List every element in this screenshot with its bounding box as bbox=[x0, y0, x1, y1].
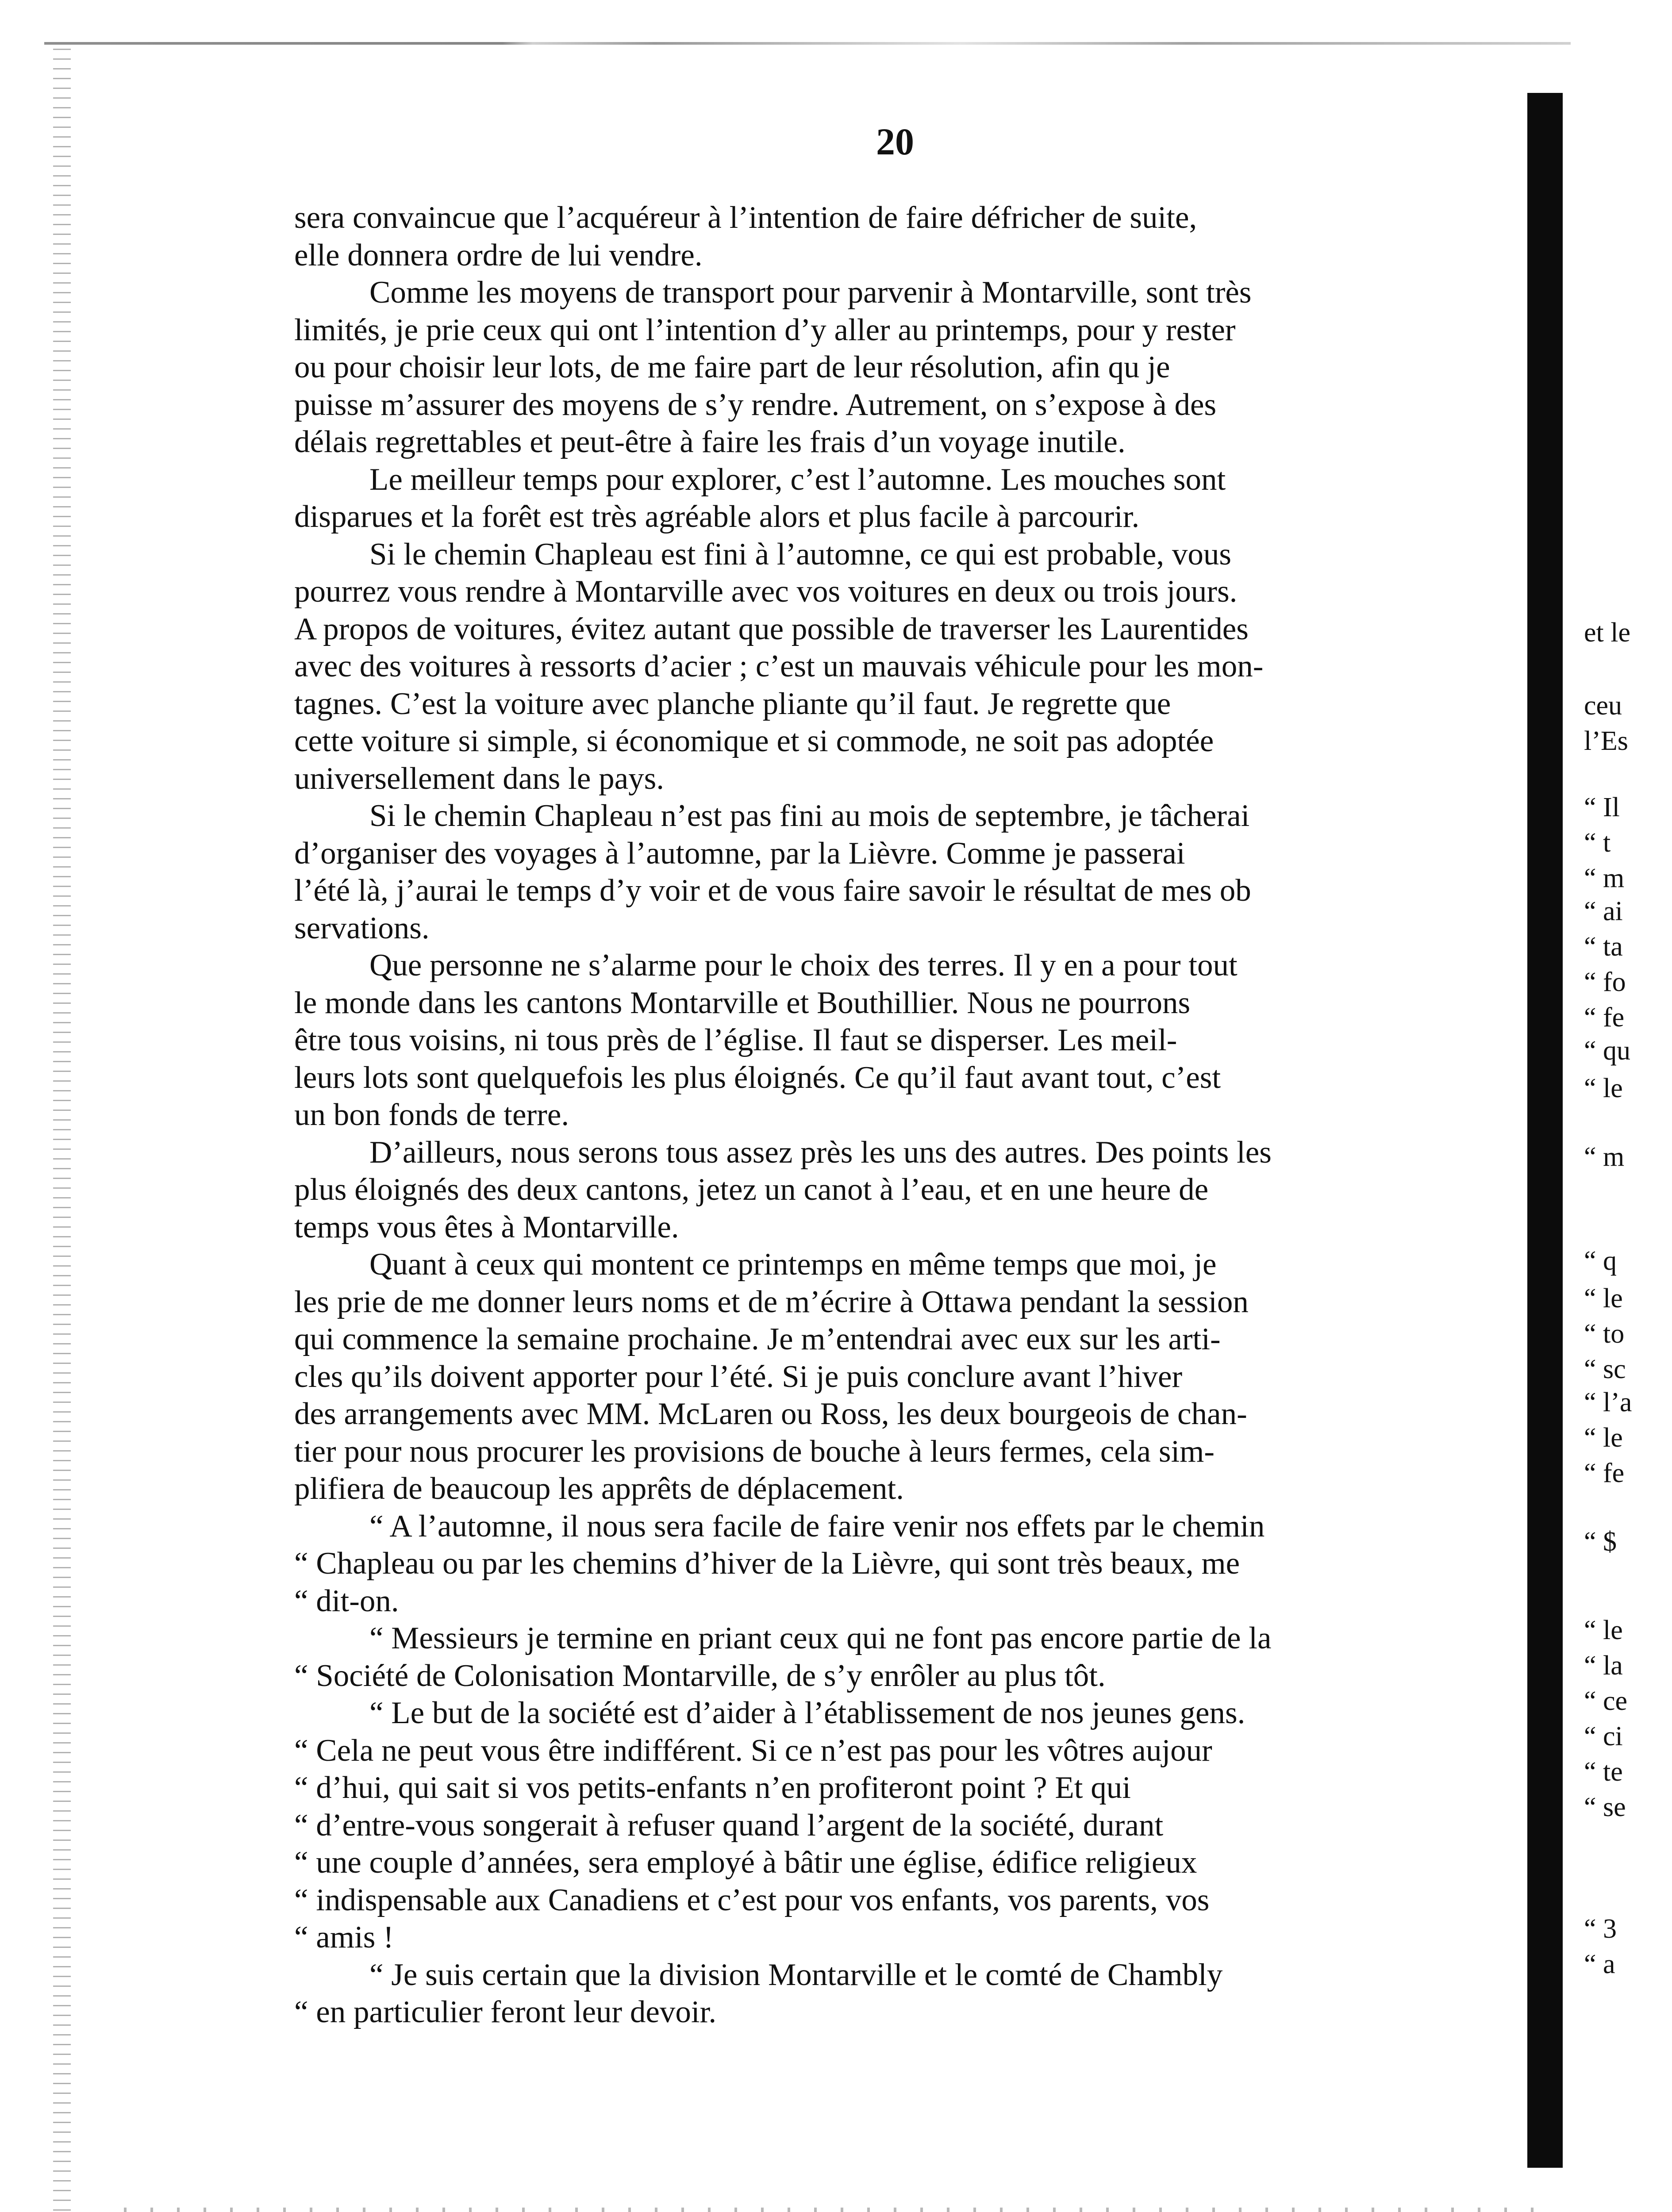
text-line: plifiera de beaucoup les apprêts de déplacement. bbox=[294, 1471, 904, 1506]
text-line: “ Société de Colonisation Montarville, de s’y enrôler au plus tôt. bbox=[294, 1658, 1106, 1693]
text-line: leurs lots sont quelquefois les plus éloignés. Ce qu’il faut avant tout, c’est bbox=[294, 1060, 1221, 1095]
text-line: des arrangements avec MM. McLaren ou Ross, les deux bourgeois de chan- bbox=[294, 1397, 1247, 1431]
adjacent-page-line: “ qu bbox=[1584, 1036, 1631, 1066]
text-line: le monde dans les cantons Montarville et Bouthillier. Nous ne pourrons bbox=[294, 985, 1191, 1020]
adjacent-page-line: “ sc bbox=[1584, 1354, 1626, 1384]
text-line: avec des voitures à ressorts d’acier ; c’est un mauvais véhicule pour les mon- bbox=[294, 649, 1264, 684]
text-line: tagnes. C’est la voiture avec planche pliante qu’il faut. Je regrette que bbox=[294, 686, 1171, 721]
text-line: tier pour nous procurer les provisions de bouche à leurs fermes, cela sim- bbox=[294, 1434, 1215, 1469]
adjacent-page-line: ceu bbox=[1584, 691, 1622, 721]
page-gutter-shadow bbox=[1527, 93, 1563, 2168]
adjacent-page-line: “ 3 bbox=[1584, 1914, 1617, 1944]
text-line: cette voiture si simple, si économique et si commode, ne soit pas adoptée bbox=[294, 724, 1214, 758]
text-line: “ une couple d’années, sera employé à bâtir une église, édifice religieux bbox=[294, 1845, 1197, 1880]
text-line: servations. bbox=[294, 910, 430, 945]
adjacent-page-line: “ le bbox=[1584, 1283, 1623, 1313]
text-line: délais regrettables et peut-être à faire les frais d’un voyage inutile. bbox=[294, 425, 1126, 459]
text-line: D’ailleurs, nous serons tous assez près les uns des autres. Des points les bbox=[369, 1135, 1272, 1170]
text-line: “ Messieurs je termine en priant ceux qui ne font pas encore partie de la bbox=[369, 1621, 1272, 1655]
adjacent-page-line: “ le bbox=[1584, 1073, 1623, 1103]
text-line: être tous voisins, ni tous près de l’église. Il faut se disperser. Les meil- bbox=[294, 1023, 1177, 1057]
text-line: Le meilleur temps pour explorer, c’est l’automne. Les mouches sont bbox=[369, 462, 1226, 497]
adjacent-page-line: “ se bbox=[1584, 1792, 1626, 1822]
text-line: plus éloignés des deux cantons, jetez un canot à l’eau, et en une heure de bbox=[294, 1172, 1209, 1207]
paragraph bbox=[294, 1956, 1493, 2031]
paragraph bbox=[294, 1694, 1493, 1956]
adjacent-page-line: “ $ bbox=[1584, 1527, 1617, 1557]
body-text bbox=[294, 199, 1493, 2031]
text-line: les prie de me donner leurs noms et de m’écrire à Ottawa pendant la session bbox=[294, 1284, 1249, 1319]
text-line: ou pour choisir leur lots, de me faire part de leur résolution, afin qu je bbox=[294, 350, 1170, 384]
paragraph bbox=[294, 199, 1493, 274]
paragraph bbox=[294, 1134, 1493, 1246]
page-number: 20 bbox=[876, 120, 914, 163]
paragraph bbox=[294, 947, 1493, 1134]
text-line: “ dit-on. bbox=[294, 1583, 399, 1618]
adjacent-page-line: “ le bbox=[1584, 1615, 1623, 1645]
adjacent-page-line: “ a bbox=[1584, 1949, 1615, 1979]
text-line: Comme les moyens de transport pour parvenir à Montarville, sont très bbox=[369, 275, 1252, 310]
adjacent-page-line: et le bbox=[1584, 618, 1630, 648]
text-line: “ d’hui, qui sait si vos petits-enfants n’en profiteront point ? Et qui bbox=[294, 1770, 1131, 1805]
adjacent-page-line: “ ta bbox=[1584, 932, 1623, 962]
paragraph bbox=[294, 461, 1493, 536]
paragraph bbox=[294, 1620, 1493, 1694]
text-line: elle donnera ordre de lui vendre. bbox=[294, 238, 703, 273]
text-line: d’organiser des voyages à l’automne, par la Lièvre. Comme je passerai bbox=[294, 836, 1185, 871]
adjacent-page-line: “ m bbox=[1584, 863, 1625, 893]
adjacent-page-line: “ Il bbox=[1584, 792, 1620, 822]
paragraph bbox=[294, 1246, 1493, 1508]
text-line: A propos de voitures, évitez autant que possible de traverser les Laurentides bbox=[294, 611, 1249, 646]
adjacent-page-line: “ m bbox=[1584, 1142, 1625, 1172]
scan-top-edge bbox=[44, 42, 1571, 45]
adjacent-page-line: “ q bbox=[1584, 1246, 1617, 1276]
adjacent-page-line: “ te bbox=[1584, 1757, 1623, 1787]
adjacent-page-line: “ t bbox=[1584, 828, 1611, 858]
adjacent-page-line: “ la bbox=[1584, 1651, 1623, 1681]
text-line: Quant à ceux qui montent ce printemps en même temps que moi, je bbox=[369, 1247, 1217, 1282]
paragraph bbox=[294, 1508, 1493, 1620]
adjacent-page-fragment bbox=[1575, 0, 1672, 2212]
text-line: limités, je prie ceux qui ont l’intention d’y aller au printemps, pour y rester bbox=[294, 312, 1236, 347]
adjacent-page-line: “ ce bbox=[1584, 1686, 1628, 1716]
scan-bottom-edge bbox=[124, 2208, 1540, 2212]
paragraph bbox=[294, 274, 1493, 461]
adjacent-page-line: l’Es bbox=[1584, 726, 1628, 756]
text-line: un bon fonds de terre. bbox=[294, 1098, 569, 1132]
adjacent-page-line: “ fo bbox=[1584, 967, 1626, 997]
text-line: “ Chapleau ou par les chemins d’hiver de la Lièvre, qui sont très beaux, me bbox=[294, 1546, 1240, 1581]
scan-left-edge bbox=[53, 49, 71, 2212]
adjacent-page-line: “ ai bbox=[1584, 896, 1623, 926]
text-line: universellement dans le pays. bbox=[294, 761, 664, 796]
text-line: Que personne ne s’alarme pour le choix des terres. Il y en a pour tout bbox=[369, 948, 1238, 983]
text-line: “ amis ! bbox=[294, 1920, 394, 1955]
adjacent-page-line: “ ci bbox=[1584, 1721, 1623, 1751]
text-line: sera convaincue que l’acquéreur à l’intention de faire défricher de suite, bbox=[294, 200, 1197, 235]
text-line: cles qu’ils doivent apporter pour l’été. Si je puis conclure avant l’hiver bbox=[294, 1359, 1183, 1394]
adjacent-page-line: “ l’a bbox=[1584, 1387, 1632, 1417]
text-line: pourrez vous rendre à Montarville avec vos voitures en deux ou trois jours. bbox=[294, 574, 1238, 609]
text-line: “ Cela ne peut vous être indifférent. Si ce n’est pas pour les vôtres aujour bbox=[294, 1733, 1212, 1768]
text-line: disparues et la forêt est très agréable alors et plus facile à parcourir. bbox=[294, 499, 1140, 534]
text-line: l’été là, j’aurai le temps d’y voir et de vous faire savoir le résultat de mes ob bbox=[294, 873, 1251, 908]
text-line: Si le chemin Chapleau n’est pas fini au mois de septembre, je tâcherai bbox=[369, 799, 1250, 833]
adjacent-page-line: “ le bbox=[1584, 1423, 1623, 1453]
paragraph bbox=[294, 797, 1493, 947]
text-line: “ d’entre-vous songerait à refuser quand l’argent de la société, durant bbox=[294, 1808, 1164, 1843]
text-line: Si le chemin Chapleau est fini à l’automne, ce qui est probable, vous bbox=[369, 537, 1232, 572]
paragraph bbox=[294, 536, 1493, 798]
text-line: puisse m’assurer des moyens de s’y rendre. Autrement, on s’expose à des bbox=[294, 387, 1217, 422]
text-line: “ A l’automne, il nous sera facile de faire venir nos effets par le chemin bbox=[369, 1509, 1265, 1544]
text-line: qui commence la semaine prochaine. Je m’entendrai avec eux sur les arti- bbox=[294, 1322, 1221, 1356]
text-line: “ Je suis certain que la division Montarville et le comté de Chambly bbox=[369, 1957, 1223, 1992]
adjacent-page-line: “ fe bbox=[1584, 1458, 1625, 1488]
text-line: “ Le but de la société est d’aider à l’établissement de nos jeunes gens. bbox=[369, 1696, 1245, 1730]
text-line: “ indispensable aux Canadiens et c’est pour vos enfants, vos parents, vos bbox=[294, 1882, 1210, 1917]
text-line: “ en particulier feront leur devoir. bbox=[294, 1995, 717, 2029]
text-line: temps vous êtes à Montarville. bbox=[294, 1210, 679, 1244]
adjacent-page-line: “ to bbox=[1584, 1319, 1625, 1349]
adjacent-page-line: “ fe bbox=[1584, 1002, 1625, 1033]
